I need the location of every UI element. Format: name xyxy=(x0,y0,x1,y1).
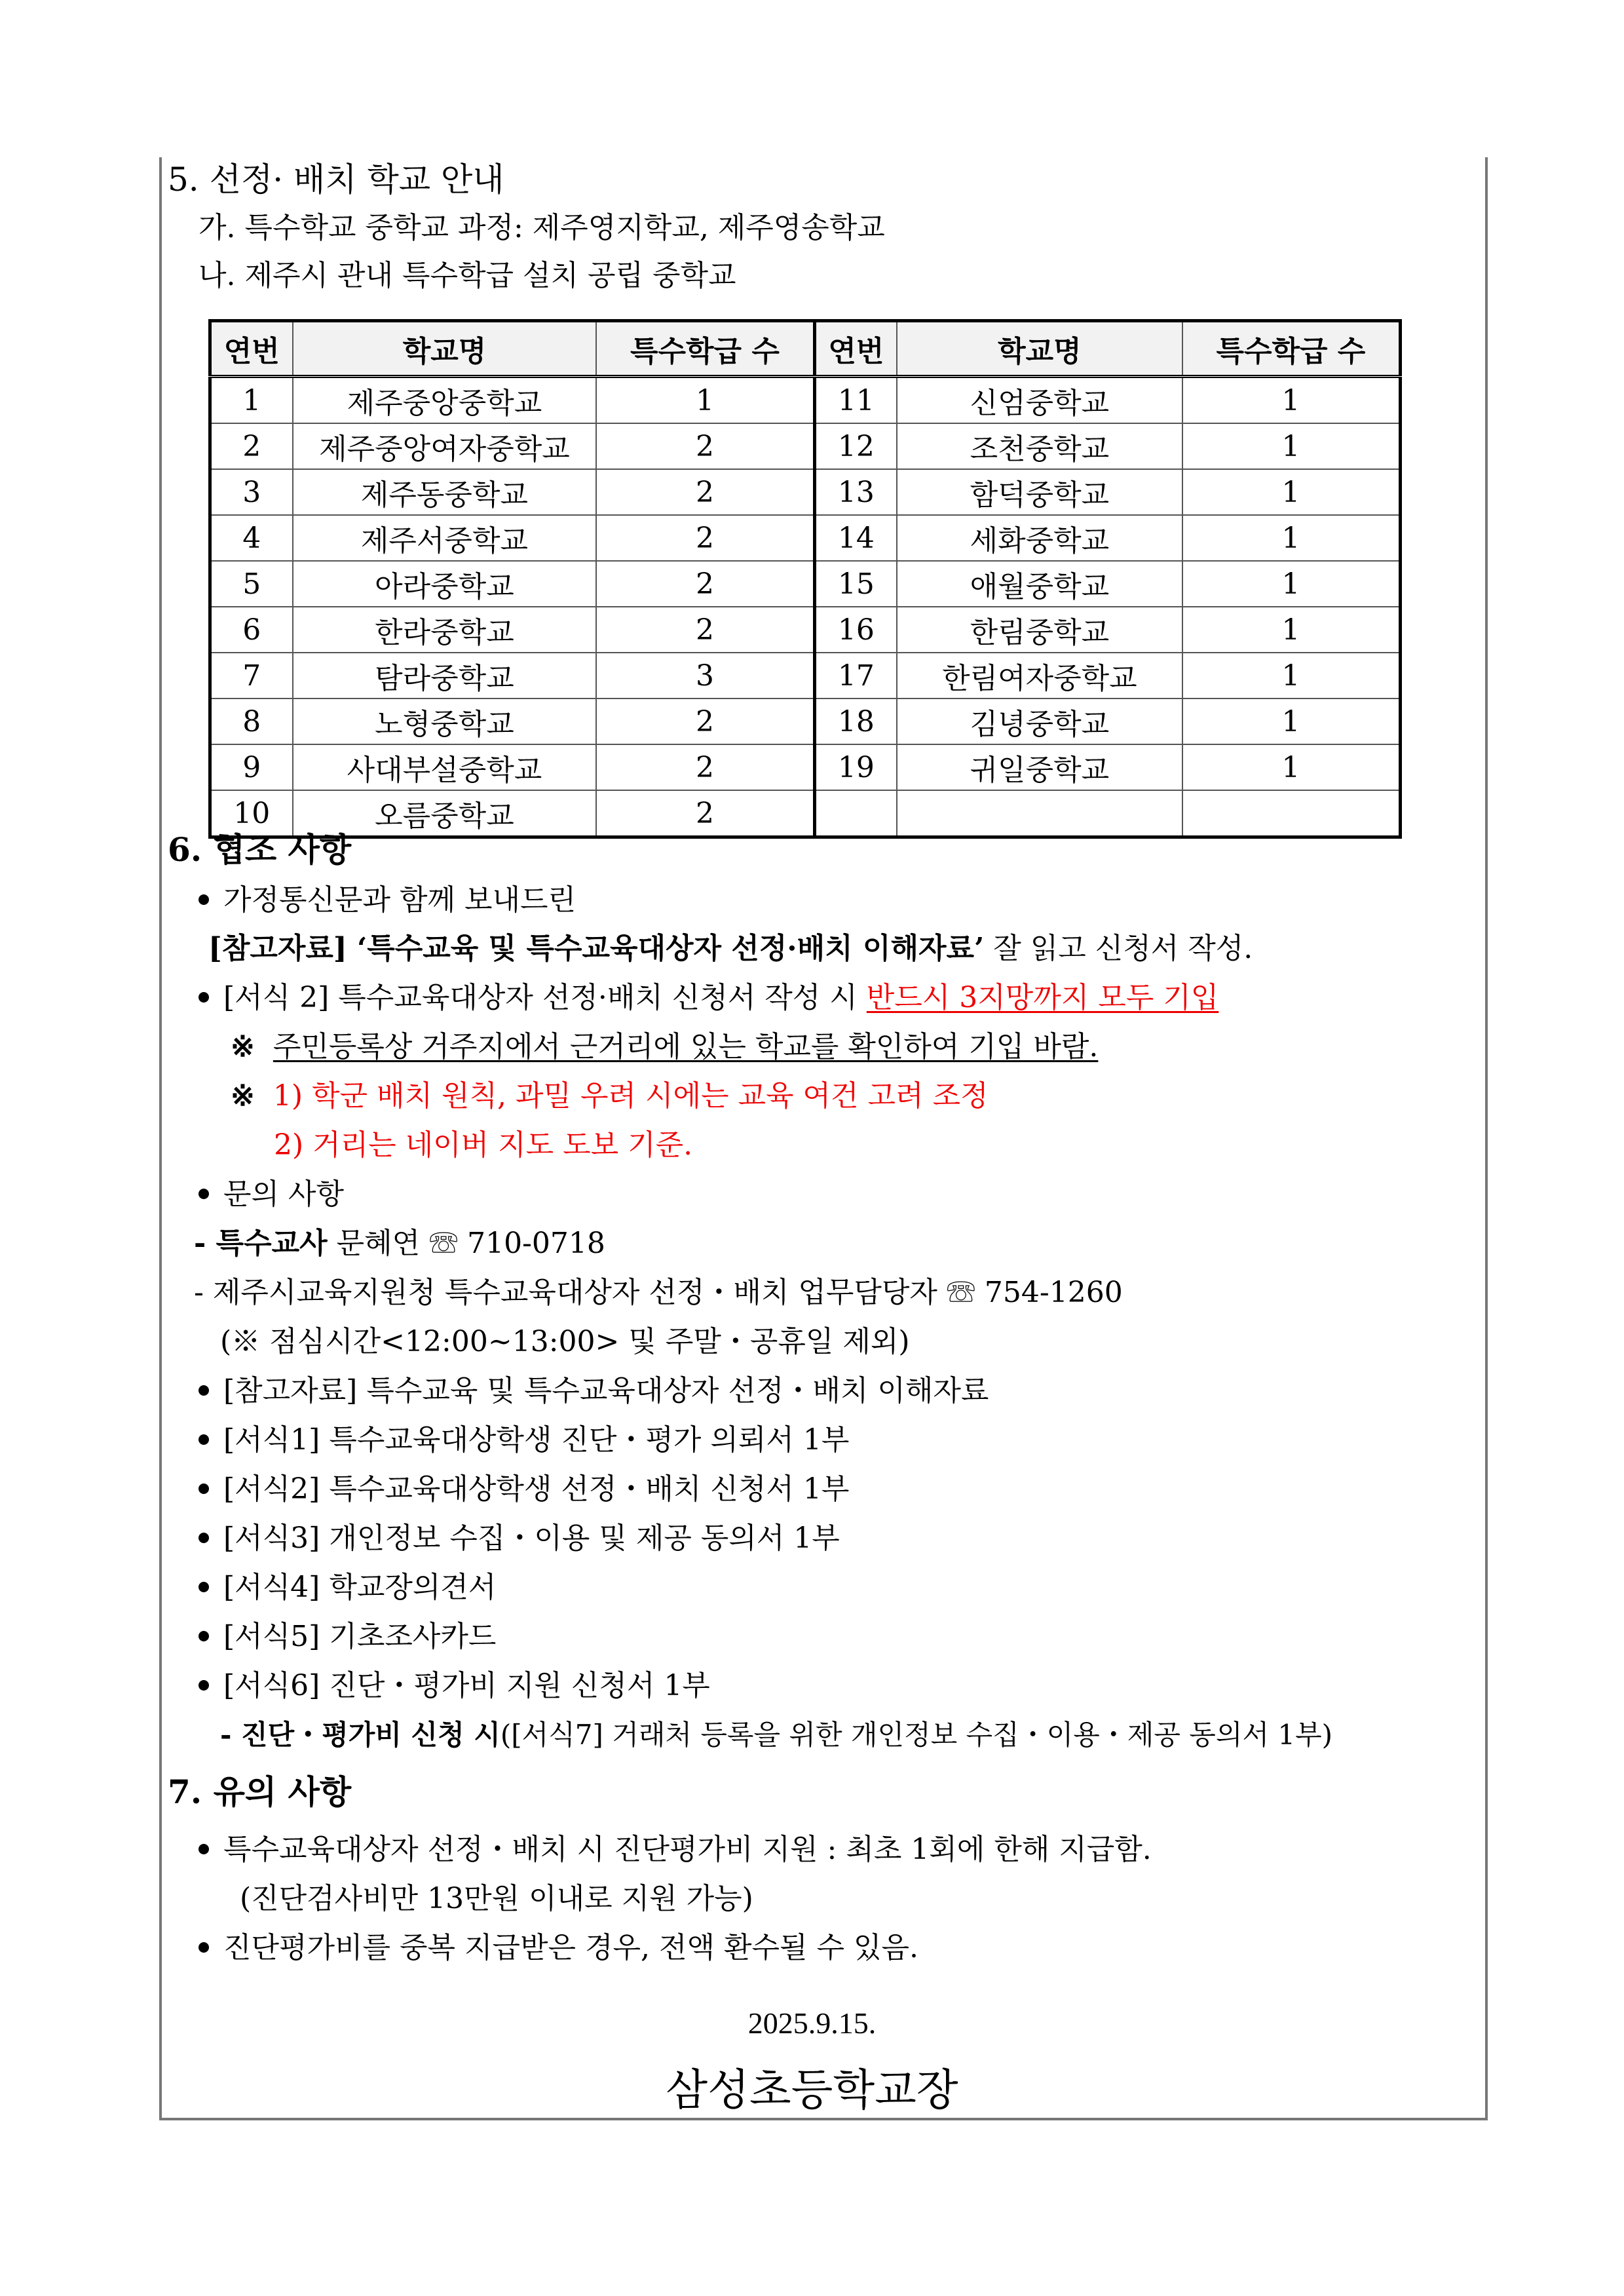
notice-item-support-note: (진단검사비만 13만원 이내로 지원 가능) xyxy=(240,1882,753,1915)
attachment-reference: [참고자료] 특수교육 및 특수교육대상자 선정・배치 이해자료 xyxy=(198,1373,989,1409)
cell-school-name: 신엄중학교 xyxy=(897,377,1182,424)
section7-title: 7. 유의 사항 xyxy=(168,1772,352,1811)
attachment-form7-note: - 진단・평가비 신청 시([서식7] 거래처 등록을 위한 개인정보 수집・이용・제공 동의서 1부) xyxy=(220,1719,1333,1751)
cell-school-name: 제주중앙중학교 xyxy=(293,377,597,424)
header-class-count: 특수학급 수 xyxy=(1182,321,1401,377)
cooperation-item-form2: [서식 2] 특수교육대상자 선정·배치 신청서 작성 시 반드시 3지망까지 모두 기입 xyxy=(198,980,1218,1016)
table-header-row xyxy=(210,321,1401,377)
section5-item-b: 나. 제주시 관내 특수학급 설치 공립 중학교 xyxy=(198,259,736,292)
cell-class-count: 1 xyxy=(1182,744,1401,790)
cell-class-count: 1 xyxy=(596,377,814,424)
cell-number: 9 xyxy=(210,744,293,790)
attachment-form3: [서식3] 개인정보 수집・이용 및 제공 동의서 1부 xyxy=(198,1520,840,1557)
cell-school-name: 제주서중학교 xyxy=(293,515,597,561)
table-row xyxy=(210,377,1401,424)
cell-number: 16 xyxy=(814,607,897,653)
attachment-form4: [서식4] 학교장의견서 xyxy=(198,1569,496,1606)
cell-school-name: 한라중학교 xyxy=(293,607,597,653)
cell-class-count: 1 xyxy=(1182,377,1401,424)
cell-school-name: 노형중학교 xyxy=(293,698,597,744)
attachment-form5: [서식5] 기초조사카드 xyxy=(198,1618,496,1655)
note-allocation: ※ 1) 학군 배치 원칙, 과밀 우려 시에는 교육 여건 고려 조정 xyxy=(231,1079,989,1113)
bullet-icon xyxy=(198,1582,209,1592)
cell-class-count: 1 xyxy=(1182,423,1401,469)
table-row xyxy=(210,423,1401,469)
cell-school-name: 김녕중학교 xyxy=(897,698,1182,744)
cell-number: 4 xyxy=(210,515,293,561)
section6-title: 6. 협조 사항 xyxy=(168,830,352,869)
table-row xyxy=(210,561,1401,607)
cell-class-count: 2 xyxy=(596,698,814,744)
cell-school-name: 제주동중학교 xyxy=(293,469,597,515)
cell-number: 15 xyxy=(814,561,897,607)
document-date: 2025.9.15. xyxy=(747,2006,877,2040)
cell-class-count: 2 xyxy=(596,423,814,469)
cell-number xyxy=(814,790,897,837)
cell-class-count: 2 xyxy=(596,744,814,790)
table-row xyxy=(210,744,1401,790)
bullet-icon xyxy=(198,1483,209,1494)
table-row xyxy=(210,515,1401,561)
cell-school-name: 조천중학교 xyxy=(897,423,1182,469)
cell-number: 11 xyxy=(814,377,897,424)
table-row xyxy=(210,698,1401,744)
cell-school-name: 제주중앙여자중학교 xyxy=(293,423,597,469)
contact-office: - 제주시교육지원청 특수교육대상자 선정・배치 업무담당자 ☏ 754-1260 xyxy=(194,1276,1123,1309)
school-table xyxy=(208,319,1402,839)
cell-class-count: 1 xyxy=(1182,653,1401,698)
cell-number: 18 xyxy=(814,698,897,744)
header-number: 연번 xyxy=(814,321,897,377)
notice-item-support: 특수교육대상자 선정・배치 시 진단평가비 지원 : 최초 1회에 한해 지급함. xyxy=(198,1831,1152,1868)
note-address: ※ 주민등록상 거주지에서 근거리에 있는 학교를 확인하여 기입 바람. xyxy=(231,1030,1099,1063)
cell-class-count: 1 xyxy=(1182,607,1401,653)
table-row xyxy=(210,790,1401,837)
header-school-name: 학교명 xyxy=(897,321,1182,377)
cell-school-name: 애월중학교 xyxy=(897,561,1182,607)
bullet-icon xyxy=(198,1385,209,1396)
inquiry-title: 문의 사항 xyxy=(198,1176,344,1213)
bullet-icon xyxy=(198,894,209,905)
section5-title: 5. 선정· 배치 학교 안내 xyxy=(168,161,504,199)
cell-school-name: 귀일중학교 xyxy=(897,744,1182,790)
bullet-icon xyxy=(198,1533,209,1543)
cell-number: 7 xyxy=(210,653,293,698)
cell-class-count: 2 xyxy=(596,561,814,607)
cell-number: 17 xyxy=(814,653,897,698)
cell-school-name: 한림여자중학교 xyxy=(897,653,1182,698)
cooperation-item-reference-cont: [참고자료] ‘특수교육 및 특수교육대상자 선정·배치 이해자료’ 잘 읽고 신청서 작성. xyxy=(208,932,1253,965)
cooperation-item-reference: 가정통신문과 함께 보내드린 xyxy=(198,882,576,919)
bullet-icon xyxy=(198,1434,209,1445)
cell-number: 19 xyxy=(814,744,897,790)
cell-class-count: 1 xyxy=(1182,561,1401,607)
cell-number: 8 xyxy=(210,698,293,744)
bullet-icon xyxy=(198,992,209,1003)
required-choices-note: 반드시 3지망까지 모두 기입 xyxy=(866,981,1219,1014)
cell-class-count: 1 xyxy=(1182,515,1401,561)
header-class-count: 특수학급 수 xyxy=(596,321,814,377)
cell-school-name: 오름중학교 xyxy=(293,790,597,837)
cell-class-count xyxy=(1182,790,1401,837)
bullet-icon xyxy=(198,1680,209,1691)
cell-number: 13 xyxy=(814,469,897,515)
cell-school-name: 탐라중학교 xyxy=(293,653,597,698)
cell-number: 12 xyxy=(814,423,897,469)
cell-class-count: 2 xyxy=(596,790,814,837)
cell-school-name: 함덕중학교 xyxy=(897,469,1182,515)
cell-class-count: 2 xyxy=(596,515,814,561)
cell-school-name: 사대부설중학교 xyxy=(293,744,597,790)
cell-class-count: 1 xyxy=(1182,469,1401,515)
table-row xyxy=(210,653,1401,698)
attachment-form6: [서식6] 진단・평가비 지원 신청서 1부 xyxy=(198,1668,710,1704)
cell-number: 14 xyxy=(814,515,897,561)
contact-teacher: - 특수교사 문혜연 ☏ 710-0718 xyxy=(194,1227,605,1260)
table-row xyxy=(210,607,1401,653)
cell-number: 5 xyxy=(210,561,293,607)
note-distance: 2) 거리는 네이버 지도 도보 기준. xyxy=(274,1128,693,1162)
cell-number: 3 xyxy=(210,469,293,515)
bullet-icon xyxy=(198,1844,209,1854)
section5-item-a: 가. 특수학교 중학교 과정: 제주영지학교, 제주영송학교 xyxy=(198,211,885,244)
notice-item-refund: 진단평가비를 중복 지급받은 경우, 전액 환수될 수 있음. xyxy=(198,1930,918,1966)
cell-school-name: 한림중학교 xyxy=(897,607,1182,653)
bullet-icon xyxy=(198,1942,209,1953)
cell-class-count: 2 xyxy=(596,607,814,653)
attachment-form1: [서식1] 특수교육대상학생 진단・평가 의뢰서 1부 xyxy=(198,1422,849,1459)
cell-class-count: 1 xyxy=(1182,698,1401,744)
cell-school-name xyxy=(897,790,1182,837)
bullet-icon xyxy=(198,1189,209,1199)
header-school-name: 학교명 xyxy=(293,321,597,377)
header-number: 연번 xyxy=(210,321,293,377)
cell-class-count: 3 xyxy=(596,653,814,698)
bullet-icon xyxy=(198,1631,209,1641)
contact-office-note: (※ 점심시간<12:00~13:00> 및 주말・공휴일 제외) xyxy=(220,1325,910,1358)
cell-number: 2 xyxy=(210,423,293,469)
attachment-form2: [서식2] 특수교육대상학생 선정・배치 신청서 1부 xyxy=(198,1471,849,1508)
cell-school-name: 아라중학교 xyxy=(293,561,597,607)
table-row xyxy=(210,469,1401,515)
cell-number: 6 xyxy=(210,607,293,653)
principal-signature: 삼성초등학교장 xyxy=(666,2065,958,2115)
cell-class-count: 2 xyxy=(596,469,814,515)
cell-number: 1 xyxy=(210,377,293,424)
cell-school-name: 세화중학교 xyxy=(897,515,1182,561)
cell-number: 10 xyxy=(210,790,293,837)
